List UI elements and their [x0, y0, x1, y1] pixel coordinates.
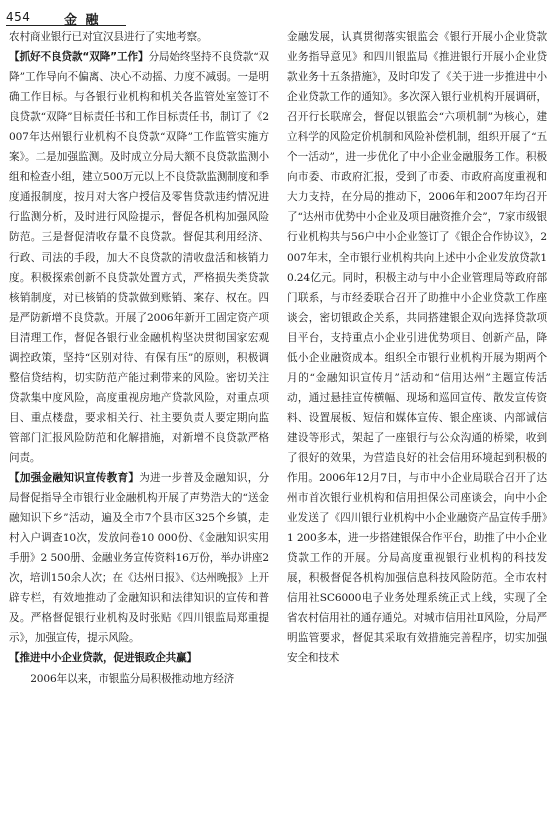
- paragraph: 2006年以来，市银监分局积极推动地方经济: [30, 672, 235, 685]
- paragraph: 农村商业银行已对宜汉县进行了实地考察。: [9, 31, 208, 43]
- section-paragraph: [9, 47, 269, 468]
- text-column-left: [9, 27, 269, 689]
- text-column-right: [287, 27, 547, 669]
- paragraph: 金融发展，认真贯彻落实银监会《银行开展小企业贷款业务指导意见》和四川银监局《推进银行开展小企业贷款业务十五条措施》，及时印发了《关于进一步推进中小企业贷款工作的通知》。多次深入银行业机构开展调研，召开行长联席会，督促以银监会“六项机制”为核心，建立科学的风险定价机制和风险补偿机制，组织开展了“五个一活动”，进一步优化了中小企业金融服务工作。积极向市委、市政府汇报，受到了市委、市政府高度重视和大力支持，在分局的推动下，2006年和2007年均召开了“达州市优势中小企业及项目融资推介会”，7家市级银行业机构共与56户中小企业签订了《银企合作协议》，2007年末，全市银行业机构共向上述中小企业发放贷款10.24亿元。同时，积极主动与中小企业管理局等政府部门联系，与市经委联合召开了助推中小企业贷款工作座谈会，密切银政企关系，共同搭建银企双向选择贷款项目平台，支持重点小企业引进优势项目、创新产品，降低小企业融资成本。组织全市银行业机构开展为期两个月的“金融知识宣传月”活动和“信用达州”主题宣传活动，通过悬挂宣传横幅、现场和巡回宣传、散发宣传资料、设置展板、短信和媒体宣传、银企座谈、内部诚信建设等形式，架起了一座银行与公众沟通的桥梁，收到了很好的效果，为营造良好的社会信用环境起到积极的作用。2006年12月7日，与市中小企业局联合召开了达州市首次银行业机构和信用担保公司座谈会，向中小企业发送了《四川银行业机构中小企业融资产品宣传手册》1 200多本，进一步搭建银保合作平台，助推了中小企业贷款工作的开展。分局高度重视银行业机构的科技发展，积极督促各机构加强信息科技风险防范。全市农村信用社SC6000电子业务处理系统正式上线，实现了全省农村信用社的通存通兑。对城市信用社Ⅱ风险，分局严明监管要求，督促其采取有效措施完善程序，切实加强安全和技术: [287, 31, 547, 665]
- header-rule: [6, 25, 126, 26]
- section-title: 金 融: [64, 13, 101, 28]
- section-heading: 【推进中小企业贷款，促进银政企共赢】: [9, 652, 197, 665]
- section-heading: 【抓好不良贷款“双降”工作】: [9, 51, 149, 64]
- section-heading: 【加强金融知识宣传教育】: [9, 472, 140, 485]
- paragraph-text: 为进一步普及金融知识，分局督促指导全市银行业金融机构开展了声势浩大的“送金融知识下乡”活动，遍及全市7个县市区325个乡镇，走村入户调查10次，发放问卷10 000份、《金融知识实用手册》2 500册、金融业务宣传资料16万份，举办讲座2次，培训150余人次；在《达州日报》、《达州晚报》上开辟专栏，有效地推动了金融知识和法律知识的宣传和普及。严格督促银行业机构及时张贴《四川银监局郑重提示》，加强宣传，提示风险。: [9, 472, 269, 645]
- page-number: 454: [6, 10, 31, 24]
- section-paragraph: [9, 468, 269, 648]
- section-heading-line: [9, 648, 269, 668]
- paragraph-text: 分局始终坚持不良贷款“双降”工作导向不偏离、决心不动摇、力度不减弱。一是明确工作目标。与各银行业机构和机关各监管处室签订不良贷款“双降”目标责任书和工作目标责任书，制订了《2007年达州银行业机构不良贷款“双降”工作监管实施方案》。二是加强监测。及时成立分局大额不良贷款监测小组和检查小组，建立500万元以上不良贷款监测制度和季度通报制度，按月对大客户授信及零售贷款违约情况进行监测分析，及时进行风险提示，督促各机构加强风险防范。三是督促清收存量不良贷款。督促其利用经济、行政、司法的手段，加大不良贷款的清收盘活和核销力度。积极探索创新不良贷款处置方式，严格损失类贷款核销制度，对已核销的贷款做到账销、案存、权在。四是严防新增不良贷款。开展了2006年新开工固定资产项目清理工作，督促各银行业金融机构坚决贯彻国家宏观调控政策，坚持“区别对待、有保有压”的原则，积极调整信贷结构，切实防范产能过剩带来的风险。密切关注贷款集中度风险，高度重视房地产贷款风险，对重点项目、重点楼盘，要求相关行、社主要负责人要定期向监管部门汇报风险防范和化解措施，对新增不良贷款严格问责。: [9, 51, 269, 464]
